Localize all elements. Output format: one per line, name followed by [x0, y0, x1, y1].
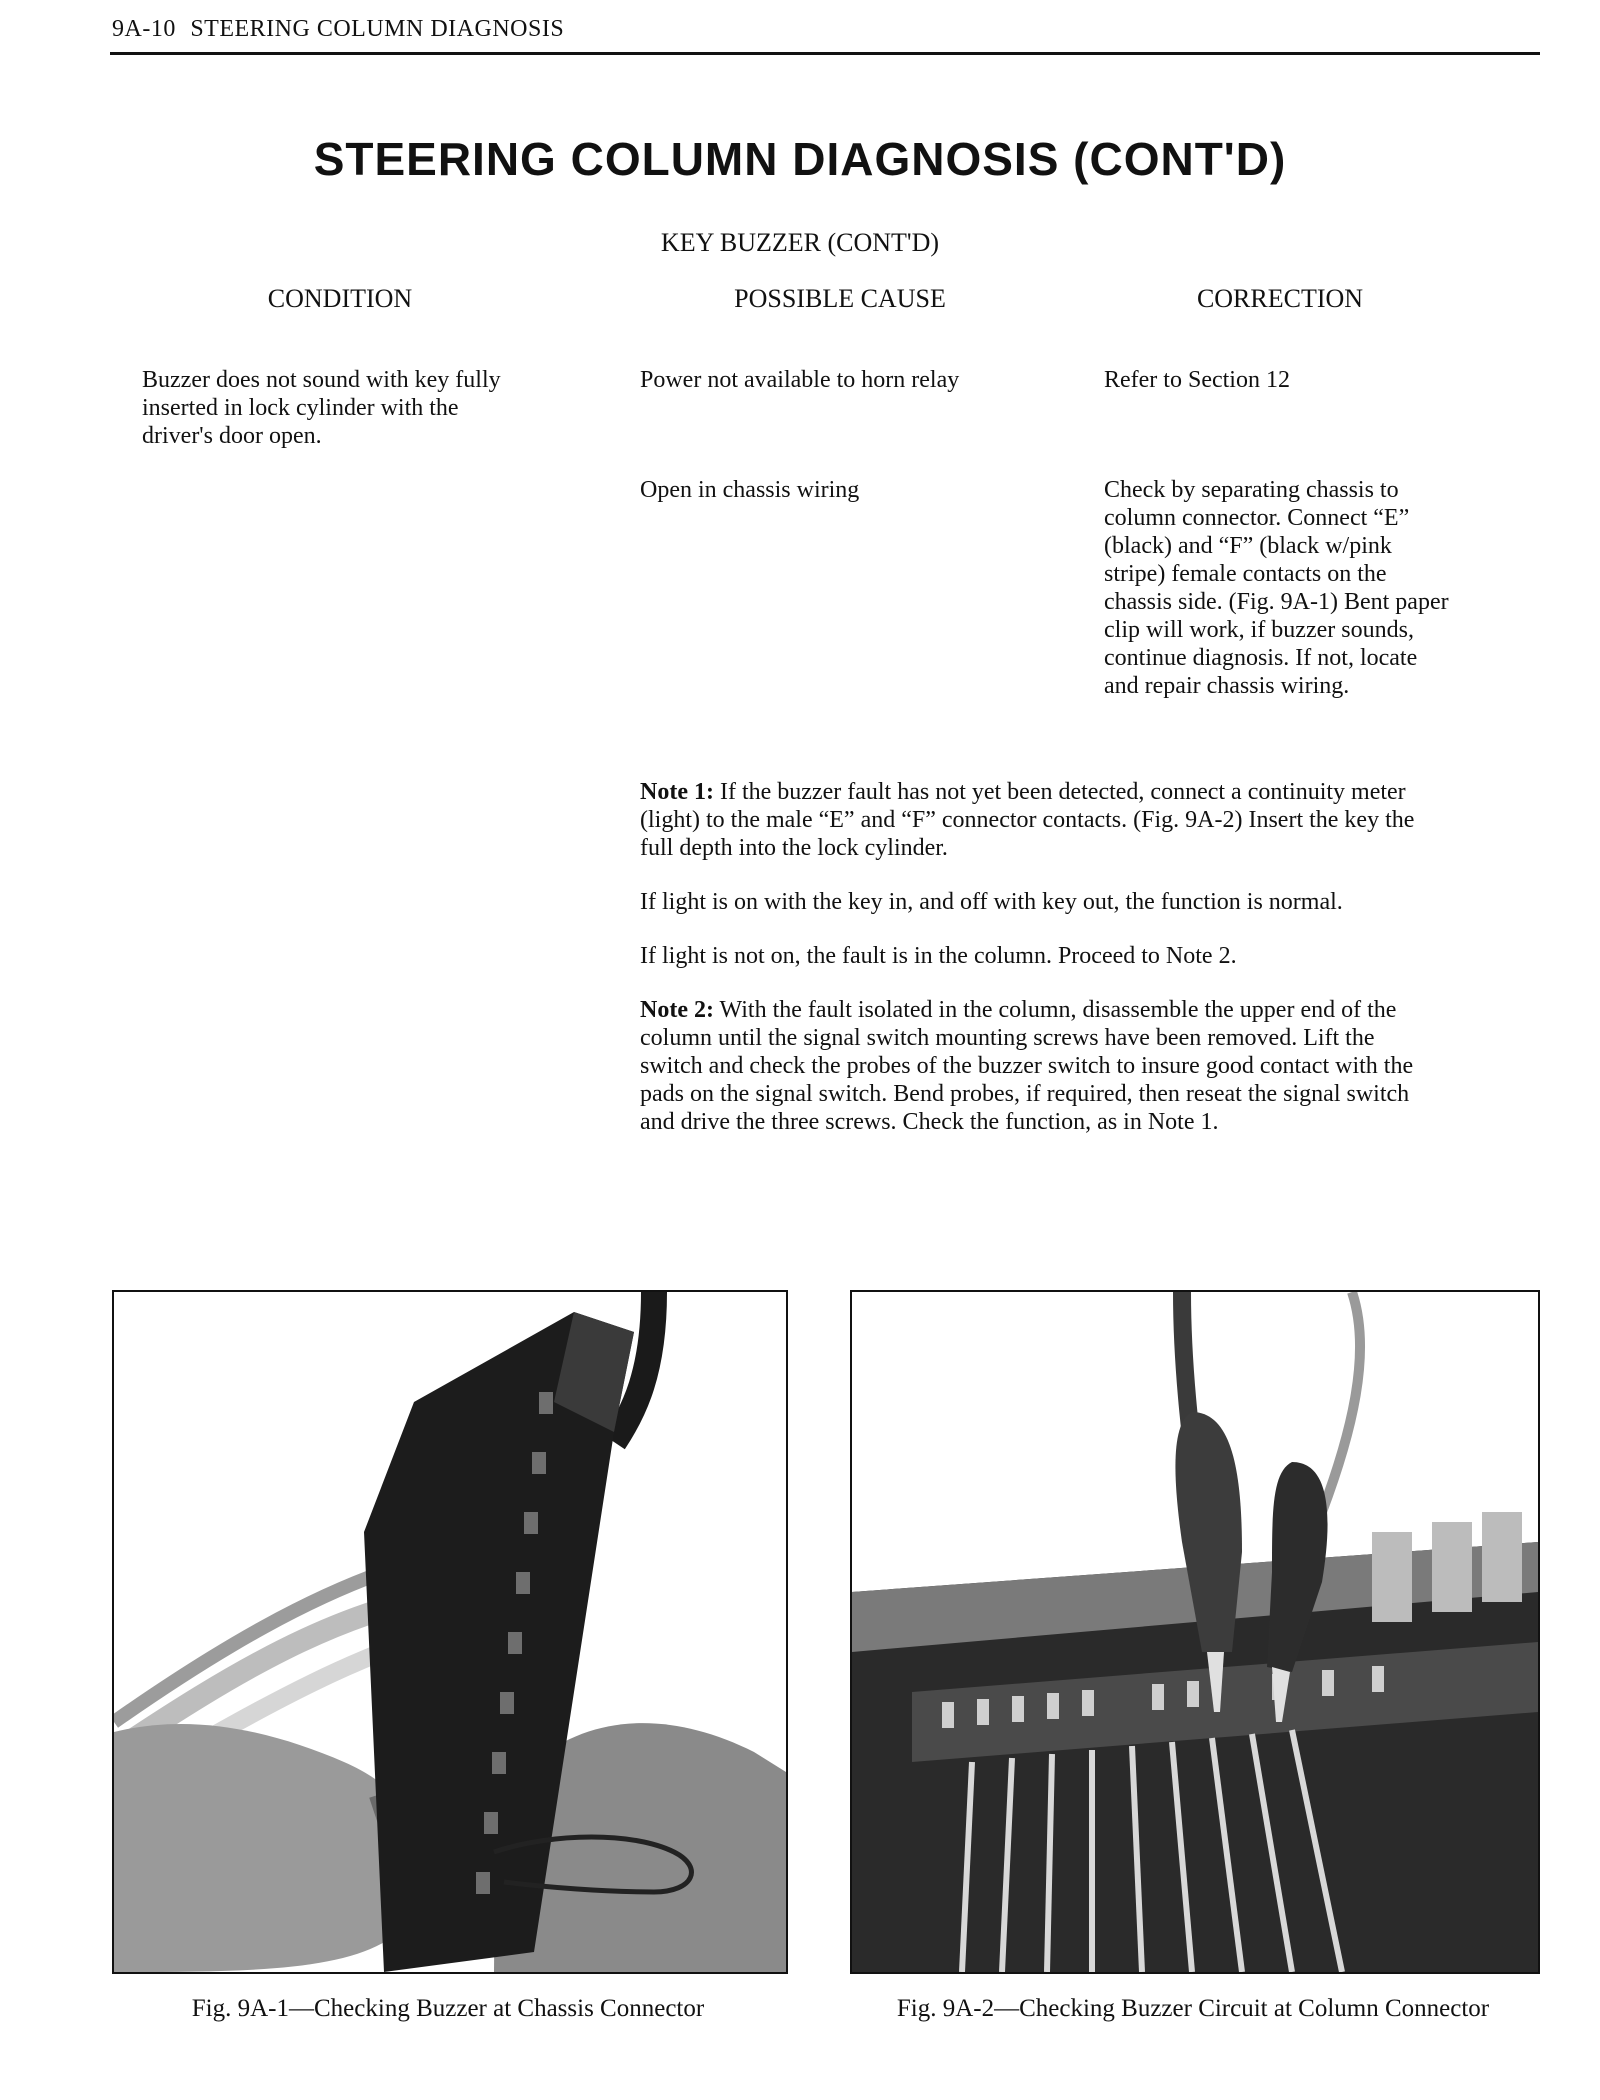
note-2-text: With the fault isolated in the column, disassemble the upper end of the column until the signal switch mounting screws have been removed. Lift the switch and check the probes of the buzzer switch to insure good contact with the pads on the signal switch. Bend probes, if required, then reseat the signal switch and drive the three screws. Check the function, as in Note 1.	[640, 997, 1414, 1135]
figure-2-illustration	[852, 1292, 1538, 1972]
correction-text-2: Check by separating chassis to column connector. Connect “E” (black) and “F” (black w/pink stripe) female contacts on the chassis side. (Fig. 9A-1) Bent paper clip will work, if buzzer sounds, continue diagnosis. If not, locate and repair chassis wiring.	[1104, 477, 1449, 699]
figure-1-photo	[112, 1290, 788, 1974]
column-header-cause: POSSIBLE CAUSE	[734, 284, 946, 313]
condition-text: Buzzer does not sound with key fully inserted in lock cylinder with the driver's door open.	[142, 367, 501, 449]
header-rule	[110, 52, 1540, 55]
note-2-label: Note 2:	[640, 997, 714, 1023]
figure-2-caption: Fig. 9A-2—Checking Buzzer Circuit at Column Connector	[896, 1995, 1490, 2022]
running-section-title: STEERING COLUMN DIAGNOSIS	[190, 16, 565, 42]
note-paragraph-2: If light is on with the key in, and off with key out, the function is normal.	[640, 889, 1343, 915]
note-1-text: If the buzzer fault has not yet been detected, connect a continuity meter (light) to the male “E” and “F” connector contacts. (Fig. 9A-2) Insert the key the full depth into the lock cylinder.	[640, 779, 1415, 861]
figure-1-caption: Fig. 9A-1—Checking Buzzer at Chassis Connector	[191, 1995, 705, 2022]
note-1-label: Note 1:	[640, 779, 714, 805]
column-header-correction: CORRECTION	[1196, 284, 1364, 313]
correction-text-1: Refer to Section 12	[1104, 367, 1290, 393]
note-2	[640, 996, 1430, 1136]
cause-text-2: Open in chassis wiring	[640, 477, 860, 503]
figure-1-illustration	[114, 1292, 786, 1972]
section-subtitle: KEY BUZZER (CONT'D)	[660, 228, 940, 257]
column-header-condition: CONDITION	[267, 284, 413, 313]
notes-block	[640, 778, 1430, 1162]
note-1	[640, 778, 1430, 862]
running-header	[112, 16, 564, 43]
cause-text-1: Power not available to horn relay	[640, 367, 960, 393]
note-paragraph-3: If light is not on, the fault is in the column. Proceed to Note 2.	[640, 943, 1237, 969]
figure-2-photo	[850, 1290, 1540, 1974]
page-title: STEERING COLUMN DIAGNOSIS (CONT'D)	[313, 133, 1287, 185]
page-reference: 9A-10	[112, 16, 176, 42]
